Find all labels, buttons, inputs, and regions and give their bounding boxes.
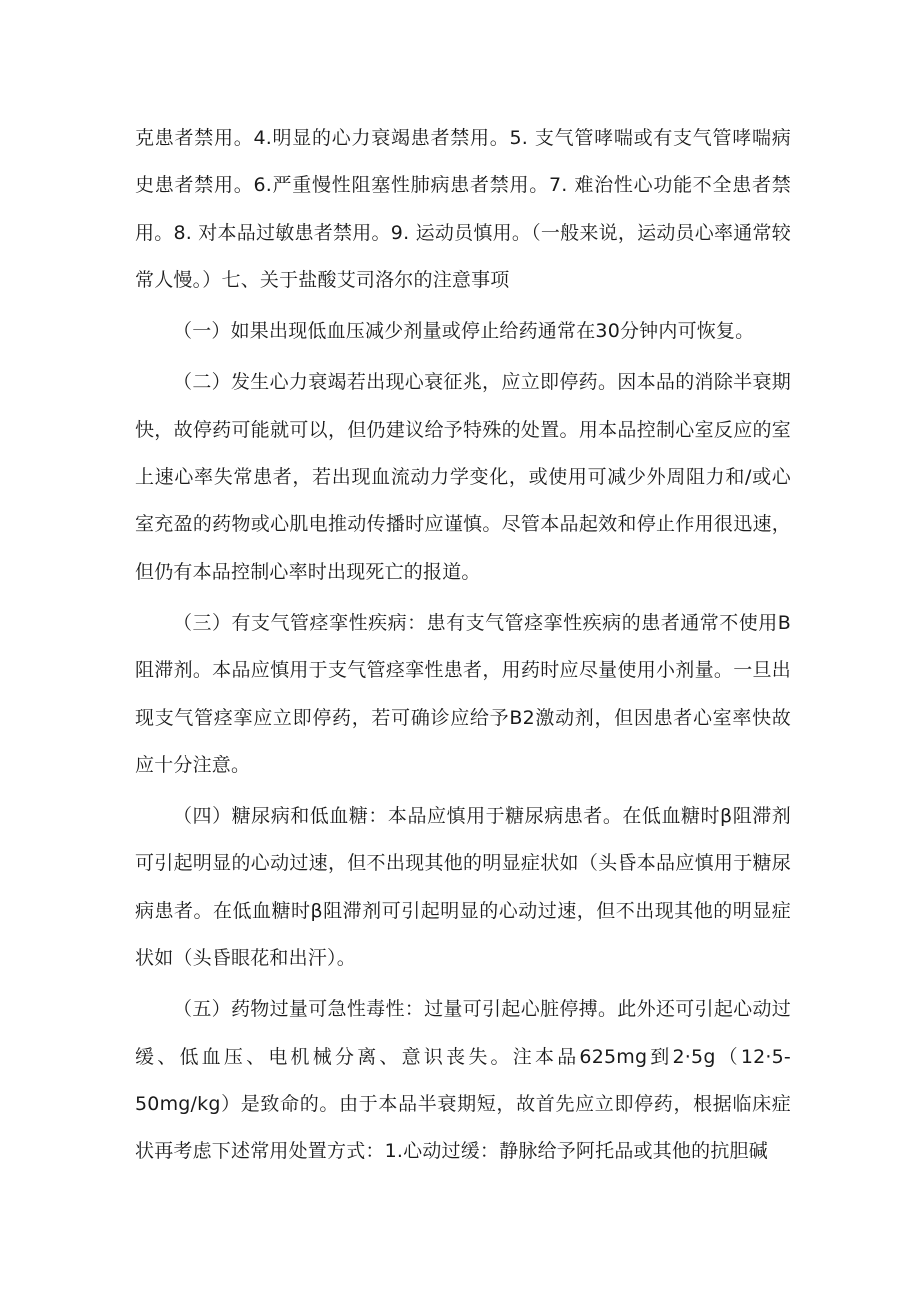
document-page	[135, 115, 791, 1176]
paragraph-heart-failure: （二）发生心力衰竭若出现心衰征兆，应立即停药。因本品的消除半衰期快，故停药可能就可以，但仍建议给予特殊的处置。用本品控制心室反应的室上速心率失常患者，若出现血流动力学变化，或使用可减少外周阻力和/或心室充盈的药物或心肌电推动传播时应谨慎。尽管本品起效和停止作用很迅速，但仍有本品控制心率时出现死亡的报道。	[135, 371, 791, 583]
paragraph-bronchospasm: （三）有支气管痉挛性疾病：患有支气管痉挛性疾病的患者通常不使用B阻滞剂。本品应慎用于支气管痉挛性患者，用药时应尽量使用小剂量。一旦出现支气管痉挛应立即停药，若可确诊应给予B2激动剂，但因患者心室率快故应十分注意。	[135, 611, 791, 776]
paragraph-diabetes: （四）糖尿病和低血糖：本品应慎用于糖尿病患者。在低血糖时β阻滞剂可引起明显的心动过速，但不出现其他的明显症状如（头昏本品应慎用于糖尿病患者。在低血糖时β阻滞剂可引起明显的心动过速，但不出现其他的明显症状如（头昏眼花和出汗）。	[135, 805, 791, 970]
paragraph-contraindications: 克患者禁用。4.明显的心力衰竭患者禁用。5. 支气管哮喘或有支气管哮喘病史患者禁用。6.严重慢性阻塞性肺病患者禁用。7. 难治性心功能不全患者禁用。8. 对本品过敏患者禁用。9. 运动员慎用。（一般来说，运动员心率通常较常人慢。）七、关于盐酸艾司洛尔的注意事项	[135, 127, 791, 291]
paragraph-overdose: （五）药物过量可急性毒性：过量可引起心脏停搏。此外还可引起心动过缓、低血压、电机械分离、意识丧失。注本品625mg到2·5g（12·5-50mg/kg）是致命的。由于本品半衰期短，故首先应立即停药，根据临床症状再考虑下述常用处置方式：1.心动过缓：静脉给予阿托品或其他的抗胆碱	[135, 998, 791, 1163]
paragraph-hypotension: （一）如果出现低血压减少剂量或停止给药通常在30分钟内可恢复。	[173, 320, 755, 343]
